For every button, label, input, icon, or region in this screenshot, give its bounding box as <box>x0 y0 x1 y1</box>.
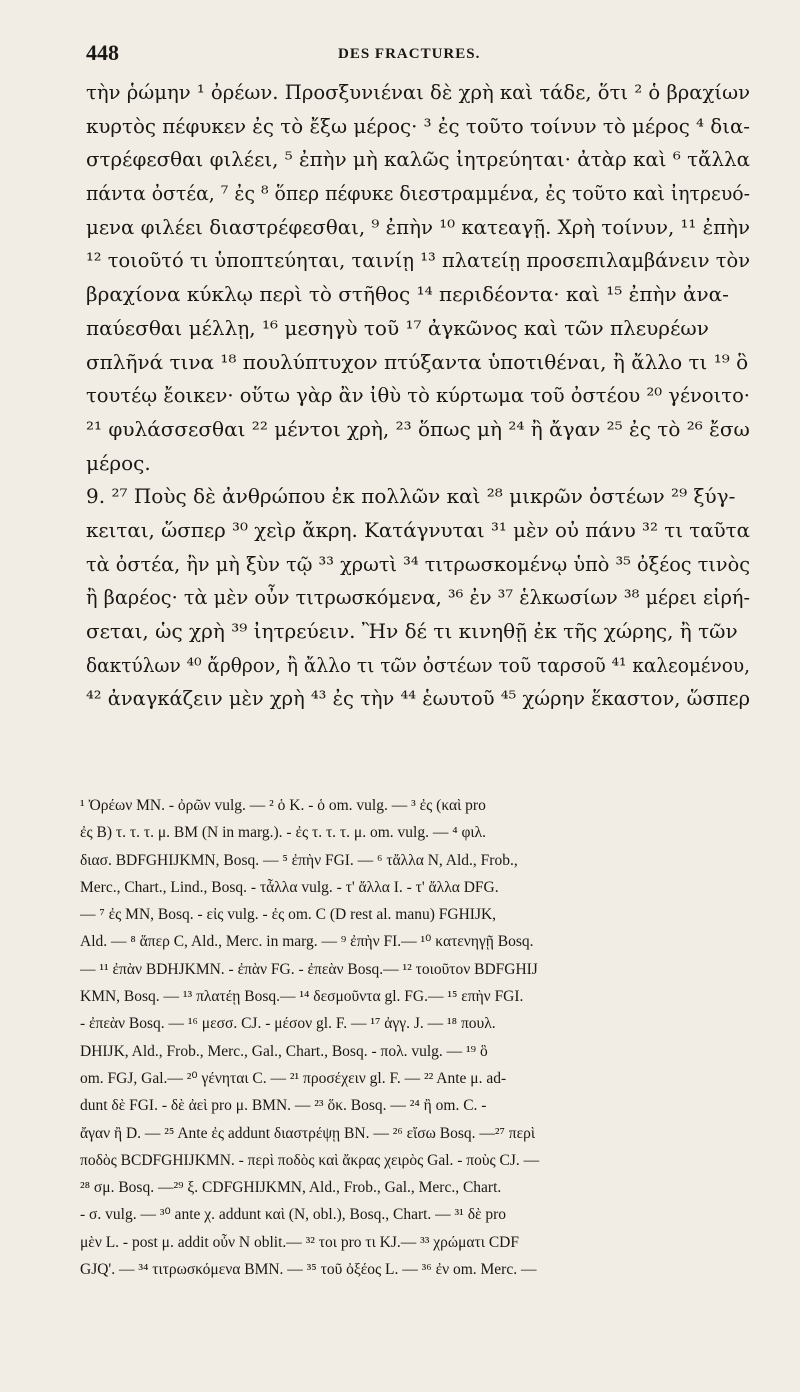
page-number: 448 <box>86 40 119 65</box>
greek-main-text <box>86 76 752 716</box>
text-line: πάντα ὀστέα, ⁷ ἐς ⁸ ὅπερ πέφυκε διεστραμμένα, ἐς τοῦτο καὶ ἰητρευό- <box>86 181 750 206</box>
text-line: τὴν ῥώμην ¹ ὀρέων. Προσξυνιέναι δὲ χρὴ καὶ τάδε, ὅτι ² ὁ βραχίων <box>86 80 750 104</box>
footnote-line: μὲν L. - post μ. addit οὖν N oblit.— ³² τοι pro τι KJ.— ³³ χρώματι CDF <box>80 1233 519 1251</box>
text-line: κειται, ὥσπερ ³⁰ χεὶρ ἄκρη. Κατάγνυται ³¹ μὲν οὐ πάνυ ³² τι ταῦτα <box>86 517 750 542</box>
footnote-line: ποδὸς BCDFGHIJKMN. - περὶ ποδὸς καὶ ἄκρας χειρὸς Gal. - ποὺς CJ. — <box>80 1151 540 1169</box>
footnote-line: om. FGJ, Gal.— ²⁰ γένηται C. — ²¹ προσέχειν gl. F. — ²² Ante μ. ad- <box>80 1069 507 1087</box>
text-line: στρέφεσθαι φιλέει, ⁵ ἐπὴν μὴ καλῶς ἰητρεύηται· ἀτὰρ καὶ ⁶ τἄλλα <box>86 147 750 172</box>
text-line: ἢ βαρέος· τὰ μὲν οὖν τιτρωσκόμενα, ³⁶ ἐν ³⁷ ἑλκωσίων ³⁸ μέρει εἰρή- <box>86 585 750 610</box>
text-line: μέρος. <box>86 450 151 475</box>
footnote-line: Merc., Chart., Lind., Bosq. - τἆλλα vulg. - τ' ἄλλα I. - τ' ἄλλα DFG. <box>80 878 499 896</box>
critical-apparatus <box>80 792 756 1283</box>
footnote-line: dunt δὲ FGI. - δὲ ἀεὶ pro μ. BMN. — ²³ ὅκ. Bosq. — ²⁴ ἢ om. C. - <box>80 1097 487 1115</box>
running-title: DES FRACTURES. <box>338 46 481 62</box>
text-line: δακτύλων ⁴⁰ ἄρθρον, ἢ ἄλλο τι τῶν ὀστέων τοῦ ταρσοῦ ⁴¹ καλεομένου, <box>86 652 750 677</box>
text-line: ²¹ φυλάσσεσθαι ²² μέντοι χρὴ, ²³ ὅπως μὴ ²⁴ ἢ ἄγαν ²⁵ ἐς τὸ ²⁶ ἔσω <box>86 416 750 441</box>
footnote-line: - ἐπεὰν Bosq. — ¹⁶ μεσσ. CJ. - μέσον gl. F. — ¹⁷ ἀγγ. J. — ¹⁸ πουλ. <box>80 1015 496 1033</box>
footnote-line: DHIJK, Ald., Frob., Merc., Gal., Chart., Bosq. - πολ. vulg. — ¹⁹ ὃ <box>80 1042 488 1060</box>
text-line: 9. ²⁷ Ποὺς δὲ ἀνθρώπου ἐκ πολλῶν καὶ ²⁸ μικρῶν ὀστέων ²⁹ ξύγ- <box>86 484 736 509</box>
footnote-line: Ald. — ⁸ ἅπερ C, Ald., Merc. in marg. — ⁹ ἐπὴν FI.— ¹⁰ κατενηγῇ Bosq. <box>80 933 534 951</box>
footnote-line: GJQ'. — ³⁴ τιτρωσκόμενα BMN. — ³⁵ τοῦ ὀξέος L. — ³⁶ ἐν om. Merc. — <box>80 1261 537 1279</box>
text-line: παύεσθαι μέλλῃ, ¹⁶ μεσηγὺ τοῦ ¹⁷ ἀγκῶνος καὶ τῶν πλευρέων <box>86 315 709 340</box>
text-line: τουτέῳ ἔοικεν· οὕτω γὰρ ἂν ἰθὺ τὸ κύρτωμα τοῦ ὀστέου ²⁰ γένοιτο· <box>86 383 750 408</box>
footnote-line: - σ. vulg. — ³⁰ ante χ. addunt καὶ (N, obl.), Bosq., Chart. — ³¹ δὲ pro <box>80 1206 507 1224</box>
text-line: σεται, ὡς χρὴ ³⁹ ἰητρεύειν. Ἢν δέ τι κινηθῇ ἐκ τῆς χώρης, ἢ τῶν <box>86 619 738 643</box>
footnote-line: ἄγαν ἢ D. — ²⁵ Ante ἐς addunt διαστρέψῃ BN. — ²⁶ εἴσω Bosq. —²⁷ περὶ <box>80 1124 536 1142</box>
footnote-line: ²⁸ σμ. Bosq. —²⁹ ξ. CDFGHIJKMN, Ald., Frob., Gal., Merc., Chart. <box>80 1179 502 1197</box>
footnote-line: — ⁷ ἐς MN, Bosq. - εἰς vulg. - ἐς om. C (D rest al. manu) FGHIJK, <box>80 906 497 924</box>
footnote-line: ¹ Ὀρέων MN. - ὀρῶν vulg. — ² ὁ K. - ὁ om. vulg. — ³ ἐς (καὶ pro <box>80 797 486 814</box>
page-header <box>86 40 746 70</box>
text-line: ¹² τοιοῦτό τι ὑποπτεύηται, ταινίῃ ¹³ πλατείῃ προσεπιλαμβάνειν τὸν <box>86 248 750 273</box>
text-line: μενα φιλέει διαστρέφεσθαι, ⁹ ἐπὴν ¹⁰ κατεαγῇ. Χρὴ τοίνυν, ¹¹ ἐπὴν <box>86 214 750 239</box>
footnote-line: ἐς B) τ. τ. τ. μ. BM (N in marg.). - ἐς τ. τ. τ. μ. om. vulg. — ⁴ φιλ. <box>80 824 486 842</box>
text-line: σπλῆνά τινα ¹⁸ πουλύπτυχον πτύξαντα ὑποτιθέναι, ἢ ἄλλο τι ¹⁹ ὃ <box>86 349 749 374</box>
text-line: ⁴² ἀναγκάζειν μὲν χρὴ ⁴³ ἐς τὴν ⁴⁴ ἑωυτοῦ ⁴⁵ χώρην ἕκαστον, ὥσπερ <box>86 686 750 711</box>
footnote-line: διασ. BDFGHIJKMN, Bosq. — ⁵ ἐπὴν FGI. — ⁶ τἄλλα N, Ald., Frob., <box>80 851 518 869</box>
footnote-line: KMN, Bosq. — ¹³ πλατέῃ Bosq.— ¹⁴ δεσμοῦντα gl. FG.— ¹⁵ επὴν FGI. <box>80 988 524 1006</box>
text-line: τὰ ὀστέα, ἢν μὴ ξὺν τῷ ³³ χρωτὶ ³⁴ τιτρωσκομένῳ ὑπὸ ³⁵ ὀξέος τινὸς <box>86 551 750 576</box>
text-line: βραχίονα κύκλῳ περὶ τὸ στῆθος ¹⁴ περιδέοντα· καὶ ¹⁵ ἐπὴν ἀνα- <box>86 282 729 307</box>
text-line: κυρτὸς πέφυκεν ἐς τὸ ἔξω μέρος· ³ ἐς τοῦτο τοίνυν τὸ μέρος ⁴ δια- <box>86 113 750 138</box>
footnote-line: — ¹¹ ἐπὰν BDHJKMN. - ἐπὰν FG. - ἐπεὰν Bosq.— ¹² τοιοῦτον BDFGHIJ <box>80 960 538 978</box>
